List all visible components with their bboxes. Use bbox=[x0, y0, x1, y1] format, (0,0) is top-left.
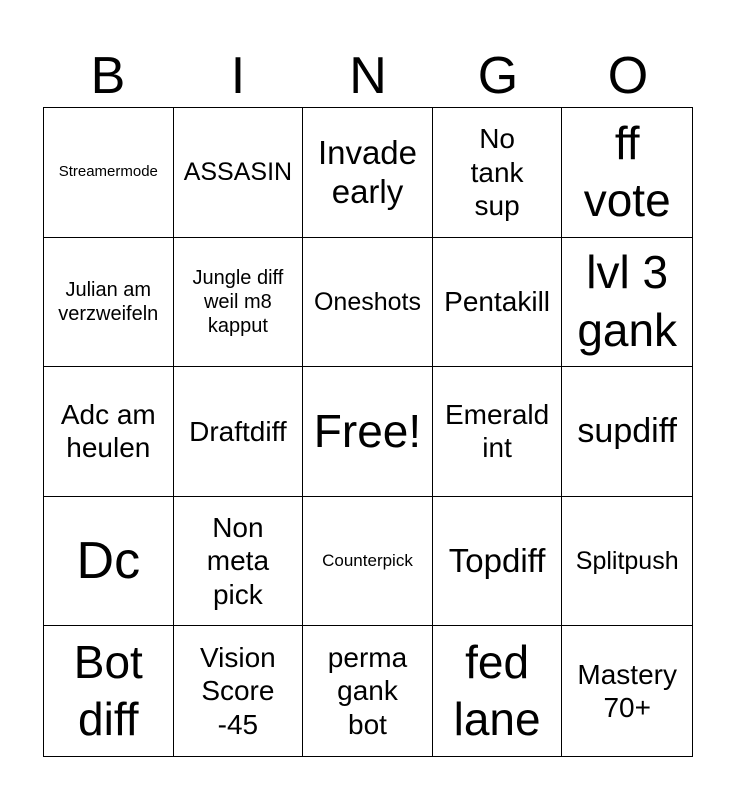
header-letter-g: G bbox=[477, 47, 519, 105]
bingo-cell-r1c4[interactable] bbox=[433, 108, 563, 238]
cell-text: Emerald int bbox=[444, 398, 550, 464]
header-letter-i: I bbox=[230, 47, 246, 105]
bingo-cell-r5c4[interactable] bbox=[433, 626, 563, 756]
cell-text: Pentakill bbox=[444, 286, 551, 318]
header-letter-b: B bbox=[90, 47, 126, 105]
cell-text: Non meta pick bbox=[206, 511, 270, 610]
bingo-cell-r1c5[interactable] bbox=[562, 108, 692, 238]
cell-text: Bot diff bbox=[73, 635, 143, 746]
cell-text: Mastery 70+ bbox=[577, 658, 677, 724]
bingo-cell-r5c3[interactable] bbox=[303, 626, 433, 756]
bingo-board bbox=[43, 107, 693, 757]
cell-text: ff vote bbox=[583, 116, 671, 227]
bingo-cell-r3c1[interactable] bbox=[44, 367, 174, 497]
cell-text: Oneshots bbox=[313, 287, 421, 316]
cell-text: supdiff bbox=[577, 412, 677, 451]
bingo-cell-r2c2[interactable] bbox=[174, 238, 304, 368]
cell-text: Invade early bbox=[317, 133, 418, 211]
bingo-cell-r3c5[interactable] bbox=[562, 367, 692, 497]
bingo-cell-r3c4[interactable] bbox=[433, 367, 563, 497]
bingo-cell-r4c4[interactable] bbox=[433, 497, 563, 627]
bingo-cell-r4c1[interactable] bbox=[44, 497, 174, 627]
cell-text: Adc am heulen bbox=[60, 398, 156, 464]
cell-text: Splitpush bbox=[575, 547, 679, 576]
cell-text: lvl 3 gank bbox=[577, 246, 678, 356]
bingo-cell-r1c1[interactable] bbox=[44, 108, 174, 238]
cell-text: perma gank bot bbox=[327, 641, 408, 740]
cell-text: Julian am verzweifeln bbox=[58, 278, 159, 325]
bingo-cell-r4c5[interactable] bbox=[562, 497, 692, 627]
cell-text: fed lane bbox=[453, 635, 541, 746]
bingo-cell-r1c3[interactable] bbox=[303, 108, 433, 238]
cell-text: Jungle diff weil m8 kapput bbox=[192, 266, 284, 337]
bingo-cell-r4c3[interactable] bbox=[303, 497, 433, 627]
bingo-cell-r2c1[interactable] bbox=[44, 238, 174, 368]
bingo-cell-r5c2[interactable] bbox=[174, 626, 304, 756]
bingo-cell-r2c3[interactable] bbox=[303, 238, 433, 368]
bingo-cell-r3c3[interactable] bbox=[303, 367, 433, 497]
header-letter-n: N bbox=[349, 47, 387, 105]
cell-text: Vision Score -45 bbox=[200, 641, 276, 740]
cell-text: ASSASIN bbox=[183, 158, 293, 187]
cell-text: Dc bbox=[76, 531, 141, 590]
bingo-cell-r4c2[interactable] bbox=[174, 497, 304, 627]
cell-text: Topdiff bbox=[448, 542, 546, 580]
bingo-cell-r2c5[interactable] bbox=[562, 238, 692, 368]
bingo-cell-r1c2[interactable] bbox=[174, 108, 304, 238]
cell-text: Counterpick bbox=[322, 550, 413, 570]
bingo-cell-r5c5[interactable] bbox=[562, 626, 692, 756]
bingo-cell-r2c4[interactable] bbox=[433, 238, 563, 368]
cell-text: Free! bbox=[313, 404, 422, 457]
bingo-cell-r5c1[interactable] bbox=[44, 626, 174, 756]
header-letter-o: O bbox=[607, 47, 649, 105]
bingo-cell-r3c2[interactable] bbox=[174, 367, 304, 497]
cell-text: No tank sup bbox=[470, 122, 524, 222]
cell-text: Draftdiff bbox=[189, 415, 287, 447]
bingo-header bbox=[43, 44, 693, 108]
cell-text: Streamermode bbox=[58, 163, 158, 181]
